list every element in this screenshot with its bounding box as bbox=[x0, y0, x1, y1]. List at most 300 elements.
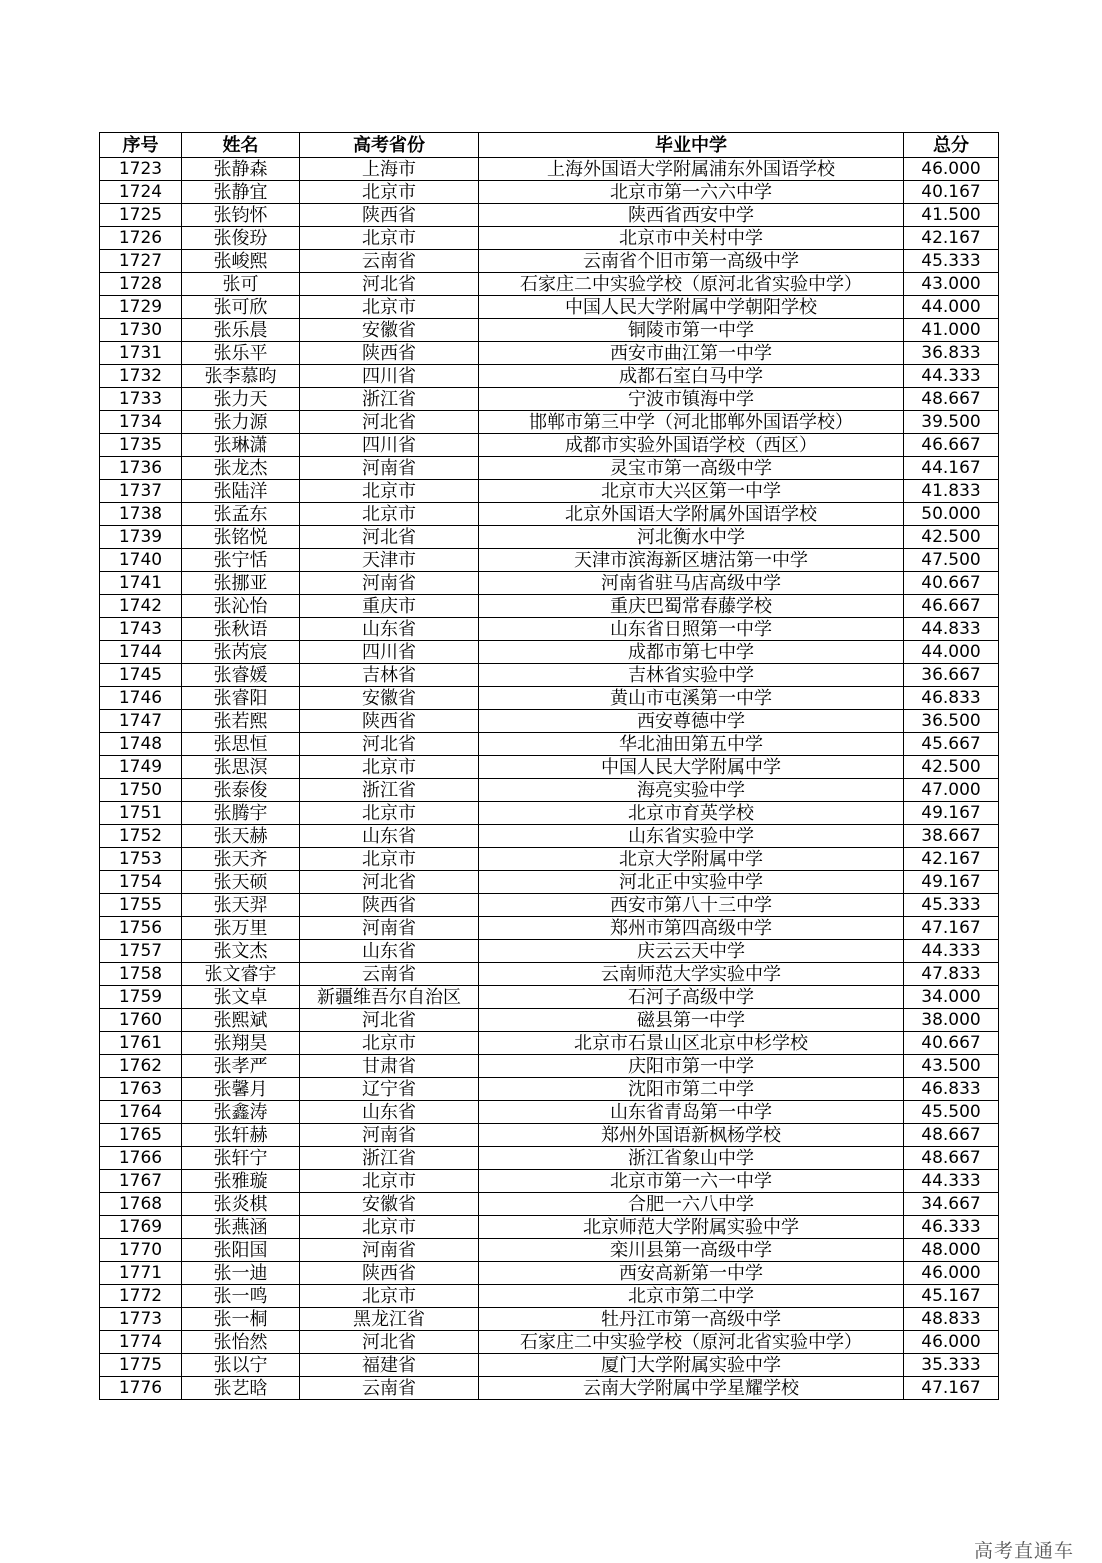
seq-cell: 1738 bbox=[100, 503, 182, 526]
seq-cell: 1743 bbox=[100, 618, 182, 641]
province-cell: 安徽省 bbox=[300, 687, 479, 710]
province-cell: 甘肃省 bbox=[300, 1055, 479, 1078]
school-cell: 中国人民大学附属中学 bbox=[479, 756, 904, 779]
table-row bbox=[100, 1308, 999, 1331]
school-cell: 北京外国语大学附属外国语学校 bbox=[479, 503, 904, 526]
table-row bbox=[100, 756, 999, 779]
score-cell: 46.000 bbox=[904, 1331, 999, 1354]
province-cell: 吉林省 bbox=[300, 664, 479, 687]
name-cell: 张泰俊 bbox=[182, 779, 300, 802]
seq-cell: 1748 bbox=[100, 733, 182, 756]
province-cell: 山东省 bbox=[300, 618, 479, 641]
seq-cell: 1771 bbox=[100, 1262, 182, 1285]
score-cell: 43.500 bbox=[904, 1055, 999, 1078]
school-cell: 宁波市镇海中学 bbox=[479, 388, 904, 411]
table-row bbox=[100, 1262, 999, 1285]
seq-cell: 1728 bbox=[100, 273, 182, 296]
seq-cell: 1776 bbox=[100, 1377, 182, 1400]
table-row bbox=[100, 526, 999, 549]
table-row bbox=[100, 664, 999, 687]
province-cell: 四川省 bbox=[300, 434, 479, 457]
score-cell: 34.000 bbox=[904, 986, 999, 1009]
province-cell: 四川省 bbox=[300, 365, 479, 388]
seq-cell: 1751 bbox=[100, 802, 182, 825]
table-row bbox=[100, 710, 999, 733]
name-cell: 张力源 bbox=[182, 411, 300, 434]
school-cell: 中国人民大学附属中学朝阳学校 bbox=[479, 296, 904, 319]
province-cell: 北京市 bbox=[300, 1170, 479, 1193]
school-cell: 北京大学附属中学 bbox=[479, 848, 904, 871]
name-cell: 张翔昊 bbox=[182, 1032, 300, 1055]
seq-cell: 1753 bbox=[100, 848, 182, 871]
table-row bbox=[100, 411, 999, 434]
school-cell: 河北正中实验中学 bbox=[479, 871, 904, 894]
score-cell: 44.833 bbox=[904, 618, 999, 641]
watermark: 高考直通车 bbox=[973, 1540, 1074, 1562]
table-row bbox=[100, 181, 999, 204]
province-cell: 上海市 bbox=[300, 158, 479, 181]
table-row bbox=[100, 1147, 999, 1170]
table-row bbox=[100, 779, 999, 802]
score-cell: 46.667 bbox=[904, 595, 999, 618]
school-cell: 成都石室白马中学 bbox=[479, 365, 904, 388]
name-cell: 张峻熙 bbox=[182, 250, 300, 273]
province-cell: 河南省 bbox=[300, 457, 479, 480]
table-row bbox=[100, 894, 999, 917]
score-cell: 43.000 bbox=[904, 273, 999, 296]
name-cell: 张陆洋 bbox=[182, 480, 300, 503]
school-cell: 北京师范大学附属实验中学 bbox=[479, 1216, 904, 1239]
province-cell: 河北省 bbox=[300, 733, 479, 756]
score-cell: 47.500 bbox=[904, 549, 999, 572]
school-cell: 河北衡水中学 bbox=[479, 526, 904, 549]
seq-cell: 1725 bbox=[100, 204, 182, 227]
name-cell: 张阳国 bbox=[182, 1239, 300, 1262]
score-cell: 41.833 bbox=[904, 480, 999, 503]
seq-cell: 1760 bbox=[100, 1009, 182, 1032]
table-row bbox=[100, 319, 999, 342]
province-cell: 河南省 bbox=[300, 572, 479, 595]
score-cell: 50.000 bbox=[904, 503, 999, 526]
score-cell: 36.667 bbox=[904, 664, 999, 687]
table-row bbox=[100, 1193, 999, 1216]
school-cell: 西安尊德中学 bbox=[479, 710, 904, 733]
seq-cell: 1769 bbox=[100, 1216, 182, 1239]
seq-cell: 1726 bbox=[100, 227, 182, 250]
seq-cell: 1763 bbox=[100, 1078, 182, 1101]
header-score: 总分 bbox=[904, 133, 999, 158]
table-row bbox=[100, 917, 999, 940]
province-cell: 北京市 bbox=[300, 756, 479, 779]
score-cell: 42.500 bbox=[904, 526, 999, 549]
name-cell: 张俊玢 bbox=[182, 227, 300, 250]
name-cell: 张熙斌 bbox=[182, 1009, 300, 1032]
province-cell: 北京市 bbox=[300, 848, 479, 871]
seq-cell: 1732 bbox=[100, 365, 182, 388]
seq-cell: 1773 bbox=[100, 1308, 182, 1331]
school-cell: 云南大学附属中学星耀学校 bbox=[479, 1377, 904, 1400]
score-cell: 49.167 bbox=[904, 802, 999, 825]
name-cell: 张琳潇 bbox=[182, 434, 300, 457]
province-cell: 河北省 bbox=[300, 871, 479, 894]
province-cell: 陕西省 bbox=[300, 710, 479, 733]
score-cell: 48.667 bbox=[904, 388, 999, 411]
score-cell: 41.000 bbox=[904, 319, 999, 342]
province-cell: 河北省 bbox=[300, 411, 479, 434]
score-cell: 44.167 bbox=[904, 457, 999, 480]
score-cell: 45.500 bbox=[904, 1101, 999, 1124]
province-cell: 河南省 bbox=[300, 917, 479, 940]
school-cell: 郑州市第四高级中学 bbox=[479, 917, 904, 940]
header-school: 毕业中学 bbox=[479, 133, 904, 158]
school-cell: 北京市第一六一中学 bbox=[479, 1170, 904, 1193]
table-row bbox=[100, 595, 999, 618]
seq-cell: 1729 bbox=[100, 296, 182, 319]
score-cell: 36.500 bbox=[904, 710, 999, 733]
school-cell: 云南师范大学实验中学 bbox=[479, 963, 904, 986]
header-name: 姓名 bbox=[182, 133, 300, 158]
school-cell: 北京市第二中学 bbox=[479, 1285, 904, 1308]
school-cell: 成都市实验外国语学校（西区） bbox=[479, 434, 904, 457]
school-cell: 成都市第七中学 bbox=[479, 641, 904, 664]
province-cell: 河北省 bbox=[300, 526, 479, 549]
seq-cell: 1740 bbox=[100, 549, 182, 572]
name-cell: 张馨月 bbox=[182, 1078, 300, 1101]
score-cell: 46.000 bbox=[904, 158, 999, 181]
score-cell: 41.500 bbox=[904, 204, 999, 227]
seq-cell: 1757 bbox=[100, 940, 182, 963]
table-row bbox=[100, 365, 999, 388]
score-cell: 44.000 bbox=[904, 641, 999, 664]
province-cell: 云南省 bbox=[300, 963, 479, 986]
name-cell: 张一鸣 bbox=[182, 1285, 300, 1308]
province-cell: 北京市 bbox=[300, 227, 479, 250]
province-cell: 辽宁省 bbox=[300, 1078, 479, 1101]
name-cell: 张轩宁 bbox=[182, 1147, 300, 1170]
school-cell: 山东省实验中学 bbox=[479, 825, 904, 848]
school-cell: 邯郸市第三中学（河北邯郸外国语学校） bbox=[479, 411, 904, 434]
seq-cell: 1745 bbox=[100, 664, 182, 687]
name-cell: 张天硕 bbox=[182, 871, 300, 894]
school-cell: 山东省青岛第一中学 bbox=[479, 1101, 904, 1124]
table-row bbox=[100, 227, 999, 250]
seq-cell: 1747 bbox=[100, 710, 182, 733]
seq-cell: 1766 bbox=[100, 1147, 182, 1170]
seq-cell: 1770 bbox=[100, 1239, 182, 1262]
table-row bbox=[100, 342, 999, 365]
table-row bbox=[100, 1055, 999, 1078]
name-cell: 张静森 bbox=[182, 158, 300, 181]
table-row bbox=[100, 296, 999, 319]
score-cell: 45.167 bbox=[904, 1285, 999, 1308]
name-cell: 张文杰 bbox=[182, 940, 300, 963]
province-cell: 浙江省 bbox=[300, 779, 479, 802]
name-cell: 张乐平 bbox=[182, 342, 300, 365]
school-cell: 庆阳市第一中学 bbox=[479, 1055, 904, 1078]
province-cell: 北京市 bbox=[300, 181, 479, 204]
score-cell: 42.167 bbox=[904, 227, 999, 250]
school-cell: 合肥一六八中学 bbox=[479, 1193, 904, 1216]
province-cell: 北京市 bbox=[300, 1285, 479, 1308]
score-cell: 44.333 bbox=[904, 1170, 999, 1193]
school-cell: 陕西省西安中学 bbox=[479, 204, 904, 227]
seq-cell: 1746 bbox=[100, 687, 182, 710]
province-cell: 云南省 bbox=[300, 250, 479, 273]
school-cell: 厦门大学附属实验中学 bbox=[479, 1354, 904, 1377]
school-cell: 磁县第一中学 bbox=[479, 1009, 904, 1032]
table-row bbox=[100, 158, 999, 181]
table-row bbox=[100, 572, 999, 595]
table-row bbox=[100, 457, 999, 480]
province-cell: 陕西省 bbox=[300, 204, 479, 227]
score-cell: 45.333 bbox=[904, 250, 999, 273]
name-cell: 张若熙 bbox=[182, 710, 300, 733]
school-cell: 北京市育英学校 bbox=[479, 802, 904, 825]
score-cell: 46.833 bbox=[904, 1078, 999, 1101]
province-cell: 河北省 bbox=[300, 273, 479, 296]
province-cell: 重庆市 bbox=[300, 595, 479, 618]
name-cell: 张芮宸 bbox=[182, 641, 300, 664]
score-cell: 47.000 bbox=[904, 779, 999, 802]
name-cell: 张可欣 bbox=[182, 296, 300, 319]
table-row bbox=[100, 1032, 999, 1055]
table-row bbox=[100, 1078, 999, 1101]
table-row bbox=[100, 1331, 999, 1354]
school-cell: 石家庄二中实验学校（原河北省实验中学） bbox=[479, 1331, 904, 1354]
seq-cell: 1764 bbox=[100, 1101, 182, 1124]
name-cell: 张鑫涛 bbox=[182, 1101, 300, 1124]
seq-cell: 1752 bbox=[100, 825, 182, 848]
school-cell: 云南省个旧市第一高级中学 bbox=[479, 250, 904, 273]
school-cell: 西安高新第一中学 bbox=[479, 1262, 904, 1285]
province-cell: 陕西省 bbox=[300, 1262, 479, 1285]
province-cell: 四川省 bbox=[300, 641, 479, 664]
score-cell: 45.667 bbox=[904, 733, 999, 756]
name-cell: 张李慕昀 bbox=[182, 365, 300, 388]
score-cell: 48.833 bbox=[904, 1308, 999, 1331]
province-cell: 安徽省 bbox=[300, 319, 479, 342]
table-row bbox=[100, 825, 999, 848]
name-cell: 张腾宇 bbox=[182, 802, 300, 825]
school-cell: 石家庄二中实验学校（原河北省实验中学） bbox=[479, 273, 904, 296]
table-row bbox=[100, 480, 999, 503]
score-cell: 44.333 bbox=[904, 940, 999, 963]
name-cell: 张文睿宇 bbox=[182, 963, 300, 986]
seq-cell: 1734 bbox=[100, 411, 182, 434]
table-row bbox=[100, 273, 999, 296]
school-cell: 铜陵市第一中学 bbox=[479, 319, 904, 342]
score-cell: 46.000 bbox=[904, 1262, 999, 1285]
score-cell: 40.167 bbox=[904, 181, 999, 204]
province-cell: 河北省 bbox=[300, 1009, 479, 1032]
table-row bbox=[100, 733, 999, 756]
seq-cell: 1775 bbox=[100, 1354, 182, 1377]
table-row bbox=[100, 848, 999, 871]
seq-cell: 1756 bbox=[100, 917, 182, 940]
school-cell: 石河子高级中学 bbox=[479, 986, 904, 1009]
table-row bbox=[100, 503, 999, 526]
province-cell: 浙江省 bbox=[300, 388, 479, 411]
province-cell: 天津市 bbox=[300, 549, 479, 572]
school-cell: 西安市第八十三中学 bbox=[479, 894, 904, 917]
school-cell: 郑州外国语新枫杨学校 bbox=[479, 1124, 904, 1147]
school-cell: 海亮实验中学 bbox=[479, 779, 904, 802]
province-cell: 福建省 bbox=[300, 1354, 479, 1377]
score-cell: 40.667 bbox=[904, 572, 999, 595]
name-cell: 张艺晗 bbox=[182, 1377, 300, 1400]
seq-cell: 1742 bbox=[100, 595, 182, 618]
table-row bbox=[100, 1170, 999, 1193]
table-row bbox=[100, 1285, 999, 1308]
name-cell: 张静宜 bbox=[182, 181, 300, 204]
seq-cell: 1750 bbox=[100, 779, 182, 802]
name-cell: 张天赫 bbox=[182, 825, 300, 848]
score-cell: 48.000 bbox=[904, 1239, 999, 1262]
name-cell: 张一桐 bbox=[182, 1308, 300, 1331]
header-row bbox=[100, 133, 999, 158]
table-row bbox=[100, 940, 999, 963]
header-province: 高考省份 bbox=[300, 133, 479, 158]
header-seq: 序号 bbox=[100, 133, 182, 158]
score-cell: 46.833 bbox=[904, 687, 999, 710]
seq-cell: 1741 bbox=[100, 572, 182, 595]
table-row bbox=[100, 1216, 999, 1239]
seq-cell: 1767 bbox=[100, 1170, 182, 1193]
score-cell: 40.667 bbox=[904, 1032, 999, 1055]
score-cell: 39.500 bbox=[904, 411, 999, 434]
school-cell: 栾川县第一高级中学 bbox=[479, 1239, 904, 1262]
name-cell: 张睿阳 bbox=[182, 687, 300, 710]
school-cell: 北京市大兴区第一中学 bbox=[479, 480, 904, 503]
score-cell: 44.000 bbox=[904, 296, 999, 319]
province-cell: 北京市 bbox=[300, 296, 479, 319]
score-cell: 48.667 bbox=[904, 1147, 999, 1170]
score-cell: 46.333 bbox=[904, 1216, 999, 1239]
name-cell: 张秋语 bbox=[182, 618, 300, 641]
school-cell: 灵宝市第一高级中学 bbox=[479, 457, 904, 480]
seq-cell: 1772 bbox=[100, 1285, 182, 1308]
name-cell: 张天羿 bbox=[182, 894, 300, 917]
name-cell: 张铭悦 bbox=[182, 526, 300, 549]
table-row bbox=[100, 1377, 999, 1400]
table-row bbox=[100, 1009, 999, 1032]
table-row bbox=[100, 434, 999, 457]
name-cell: 张钧怀 bbox=[182, 204, 300, 227]
score-cell: 45.333 bbox=[904, 894, 999, 917]
seq-cell: 1754 bbox=[100, 871, 182, 894]
score-cell: 48.667 bbox=[904, 1124, 999, 1147]
seq-cell: 1736 bbox=[100, 457, 182, 480]
province-cell: 山东省 bbox=[300, 940, 479, 963]
school-cell: 西安市曲江第一中学 bbox=[479, 342, 904, 365]
province-cell: 陕西省 bbox=[300, 894, 479, 917]
table-row bbox=[100, 641, 999, 664]
province-cell: 北京市 bbox=[300, 503, 479, 526]
score-cell: 35.333 bbox=[904, 1354, 999, 1377]
province-cell: 黑龙江省 bbox=[300, 1308, 479, 1331]
name-cell: 张怡然 bbox=[182, 1331, 300, 1354]
score-cell: 38.667 bbox=[904, 825, 999, 848]
school-cell: 北京市石景山区北京中杉学校 bbox=[479, 1032, 904, 1055]
table-row bbox=[100, 802, 999, 825]
seq-cell: 1730 bbox=[100, 319, 182, 342]
name-cell: 张孟东 bbox=[182, 503, 300, 526]
score-cell: 38.000 bbox=[904, 1009, 999, 1032]
name-cell: 张挪亚 bbox=[182, 572, 300, 595]
name-cell: 张龙杰 bbox=[182, 457, 300, 480]
score-cell: 47.833 bbox=[904, 963, 999, 986]
seq-cell: 1744 bbox=[100, 641, 182, 664]
province-cell: 山东省 bbox=[300, 825, 479, 848]
seq-cell: 1759 bbox=[100, 986, 182, 1009]
table-row bbox=[100, 618, 999, 641]
name-cell: 张万里 bbox=[182, 917, 300, 940]
name-cell: 张炎棋 bbox=[182, 1193, 300, 1216]
seq-cell: 1723 bbox=[100, 158, 182, 181]
seq-cell: 1774 bbox=[100, 1331, 182, 1354]
seq-cell: 1724 bbox=[100, 181, 182, 204]
name-cell: 张思溟 bbox=[182, 756, 300, 779]
province-cell: 北京市 bbox=[300, 1032, 479, 1055]
table-row bbox=[100, 687, 999, 710]
school-cell: 浙江省象山中学 bbox=[479, 1147, 904, 1170]
school-cell: 山东省日照第一中学 bbox=[479, 618, 904, 641]
name-cell: 张一迪 bbox=[182, 1262, 300, 1285]
seq-cell: 1758 bbox=[100, 963, 182, 986]
table-row bbox=[100, 1124, 999, 1147]
school-cell: 沈阳市第二中学 bbox=[479, 1078, 904, 1101]
school-cell: 北京市第一六六中学 bbox=[479, 181, 904, 204]
score-cell: 49.167 bbox=[904, 871, 999, 894]
score-cell: 46.667 bbox=[904, 434, 999, 457]
province-cell: 河南省 bbox=[300, 1239, 479, 1262]
score-cell: 47.167 bbox=[904, 917, 999, 940]
seq-cell: 1749 bbox=[100, 756, 182, 779]
seq-cell: 1733 bbox=[100, 388, 182, 411]
score-cell: 42.167 bbox=[904, 848, 999, 871]
table-row bbox=[100, 1101, 999, 1124]
table-row bbox=[100, 871, 999, 894]
province-cell: 河北省 bbox=[300, 1331, 479, 1354]
seq-cell: 1762 bbox=[100, 1055, 182, 1078]
table-row bbox=[100, 549, 999, 572]
province-cell: 北京市 bbox=[300, 1216, 479, 1239]
name-cell: 张轩赫 bbox=[182, 1124, 300, 1147]
seq-cell: 1731 bbox=[100, 342, 182, 365]
score-cell: 36.833 bbox=[904, 342, 999, 365]
name-cell: 张天齐 bbox=[182, 848, 300, 871]
province-cell: 北京市 bbox=[300, 480, 479, 503]
name-cell: 张孝严 bbox=[182, 1055, 300, 1078]
results-table bbox=[99, 132, 999, 1400]
province-cell: 河南省 bbox=[300, 1124, 479, 1147]
province-cell: 北京市 bbox=[300, 802, 479, 825]
table-row bbox=[100, 1354, 999, 1377]
score-cell: 34.667 bbox=[904, 1193, 999, 1216]
table-row bbox=[100, 250, 999, 273]
name-cell: 张乐晨 bbox=[182, 319, 300, 342]
table-row bbox=[100, 1239, 999, 1262]
score-cell: 47.167 bbox=[904, 1377, 999, 1400]
seq-cell: 1739 bbox=[100, 526, 182, 549]
name-cell: 张雅璇 bbox=[182, 1170, 300, 1193]
seq-cell: 1761 bbox=[100, 1032, 182, 1055]
school-cell: 河南省驻马店高级中学 bbox=[479, 572, 904, 595]
score-cell: 44.333 bbox=[904, 365, 999, 388]
name-cell: 张睿媛 bbox=[182, 664, 300, 687]
province-cell: 云南省 bbox=[300, 1377, 479, 1400]
school-cell: 北京市中关村中学 bbox=[479, 227, 904, 250]
